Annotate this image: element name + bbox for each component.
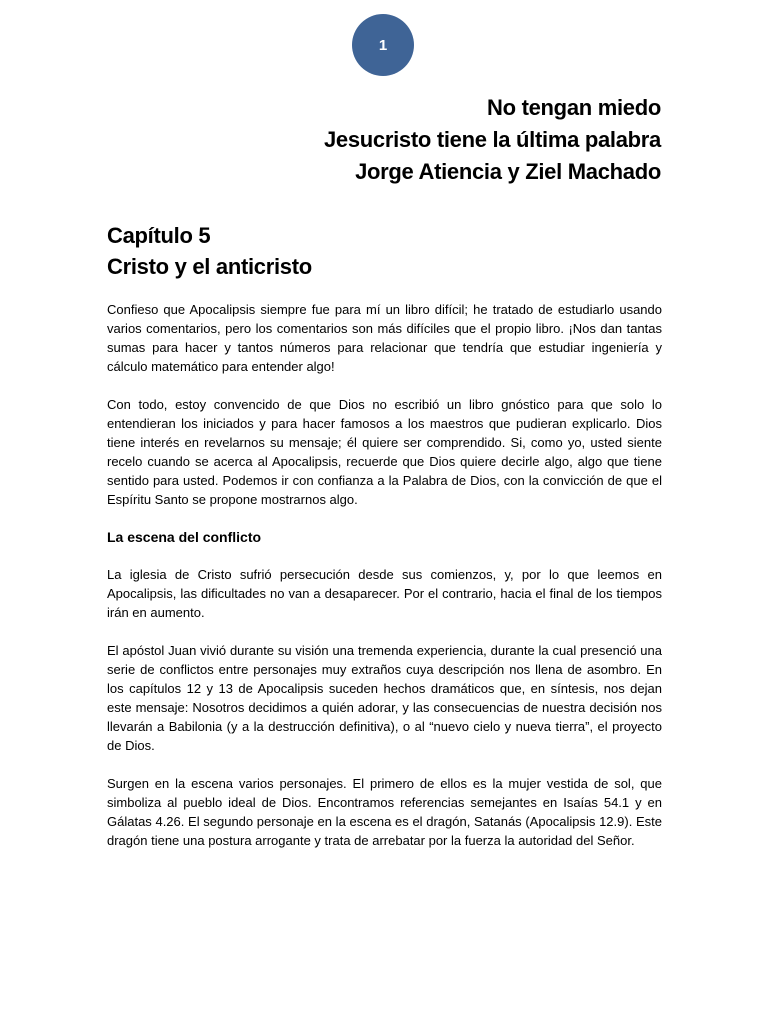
paragraph: Con todo, estoy convencido de que Dios no escribió un libro gnóstico para que solo lo entendieran los iniciados y para hacer famosos a los maestros que pudieran explicarlo. Dios tiene interés en revelarnos su mensaje; él quiere ser comprendido. Si, como yo, usted siente recelo cuando se acerca al Apocalipsis, recuerde que Dios quiere decirle algo, algo que tiene sentido para usted. Podemos ir con confianza a la Palabra de Dios, con la convicción de que el Espíritu Santo se propone mostrarnos algo. [107, 397, 662, 507]
page-number-badge [352, 14, 414, 76]
book-authors: Jorge Atiencia y Ziel Machado [355, 159, 661, 184]
section-heading: La escena del conflicto [107, 529, 262, 545]
book-subtitle: Jesucristo tiene la última palabra [323, 127, 661, 152]
paragraph: La iglesia de Cristo sufrió persecución desde sus comienzos, y, por lo que leemos en Apocalipsis, las dificultades no van a desaparecer. Por el contrario, hacia el final de los tiempos irán en aumento. [107, 567, 662, 620]
paragraph: Surgen en la escena varios personajes. El primero de ellos es la mujer vestida de sol, que simboliza al pueblo ideal de Dios. Encontramos referencias semejantes en Isaías 54.1 y en Gálatas 4.26. El segundo personaje en la escena es el dragón, Satanás (Apocalipsis 12.9). Este dragón tiene una postura arrogante y trata de arrebatar por la fuerza la autoridad del Señor. [107, 776, 662, 848]
chapter-number: Capítulo 5 [107, 223, 211, 248]
page-number: 1 [378, 36, 388, 54]
chapter-body [107, 300, 662, 869]
paragraph: Confieso que Apocalipsis siempre fue para mí un libro difícil; he tratado de estudiarlo usando varios comentarios, pero los comentarios son más difíciles que el propio libro. ¡Nos dan tantas sumas para hacer y tantos números para relacionar que tendría que estudiar ingeniería y cálculo matemático para entender algo! [107, 302, 662, 374]
chapter-heading [107, 220, 312, 282]
paragraph: El apóstol Juan vivió durante su visión una tremenda experiencia, durante la cual presenció una serie de conflictos entre personajes muy extraños cuya descripción nos llena de asombro. En los capítulos 12 y 13 de Apocalipsis suceden hechos dramáticos que, en síntesis, nos dejan este mensaje: Nosotros decidimos a quién adorar, y las consecuencias de nuestra decisión nos llevarán a Babilonia (y a la destrucción definitiva), o al “nuevo cielo y nueva tierra”, el proyecto de Dios. [107, 643, 662, 753]
document-title-block [324, 92, 661, 188]
book-title: No tengan miedo [487, 95, 661, 120]
chapter-title: Cristo y el anticristo [107, 254, 312, 279]
